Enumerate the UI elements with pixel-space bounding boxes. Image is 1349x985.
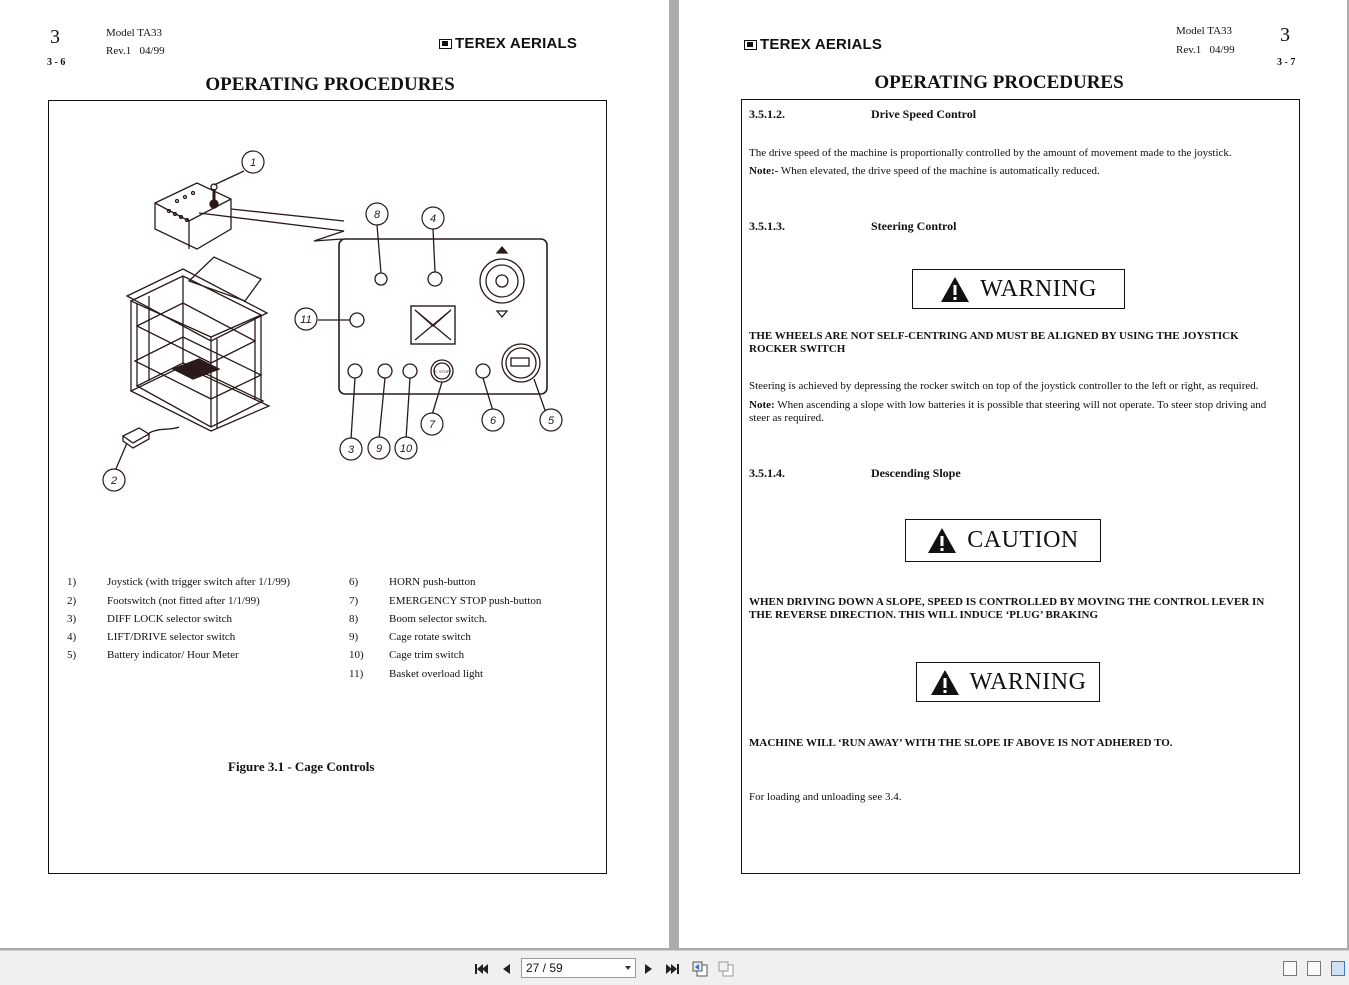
two-page-view-icon[interactable] — [1331, 961, 1345, 976]
legend-item: 5) Battery indicator/ Hour Meter — [67, 649, 239, 661]
legend-item: 8) Boom selector switch. — [349, 613, 488, 625]
page-title: OPERATING PROCEDURES — [874, 72, 1124, 93]
section-title: Steering Control — [871, 219, 957, 233]
callout-1: 1 — [249, 157, 257, 169]
revision-date: 04/99 — [139, 45, 165, 57]
first-page-icon — [474, 963, 488, 975]
warning-sign: WARNING — [912, 269, 1125, 309]
next-page-button[interactable] — [641, 960, 657, 978]
page-number: 3 - 6 — [47, 57, 66, 68]
last-page-icon — [666, 963, 680, 975]
callout-4: 4 — [429, 213, 437, 225]
paragraph: For loading and unloading see 3.4. — [749, 791, 902, 803]
terex-logo-icon — [744, 40, 757, 50]
cage-controls-diagram — [49, 101, 608, 541]
chevron-down-icon[interactable] — [625, 966, 631, 970]
warning-text: MACHINE WILL ‘RUN AWAY’ WITH THE SLOPE IF ABOVE IS NOT ADHERED TO. — [749, 737, 1173, 749]
terex-logo — [744, 36, 882, 53]
paragraph: Steering is achieved by depressing the rocker switch on top of the joystick controller to the left or right, as required. — [749, 380, 1259, 392]
previous-page-button[interactable] — [498, 960, 514, 978]
section-number: 3.5.1.2. — [749, 107, 785, 121]
callout-8: 8 — [373, 209, 381, 221]
callout-2: 2 — [110, 475, 118, 487]
terex-logo — [439, 35, 577, 52]
estop-label: E. STOP — [434, 369, 450, 374]
terex-logo-icon — [439, 39, 452, 49]
previous-page-icon — [501, 963, 511, 975]
revision-label — [106, 45, 165, 57]
next-page-icon — [644, 963, 654, 975]
revision-label — [1176, 44, 1235, 56]
callout-5: 5 — [547, 415, 555, 427]
callout-7: 7 — [428, 419, 436, 431]
caution-text: WHEN DRIVING DOWN A SLOPE, SPEED IS CONTROLLED BY MOVING THE CONTROL LEVER IN THE REVERSE DIRECTION. THIS WILL INDUCE ‘PLUG’ BRAKING — [749, 596, 1265, 621]
callout-6: 6 — [489, 415, 497, 427]
note: Note: When ascending a slope with low batteries it is possible that steering will not operate. To steer stop driving and steer as required. — [749, 399, 1267, 424]
callout-11: 11 — [300, 314, 312, 326]
warning-triangle-icon — [940, 276, 970, 303]
section-title: Descending Slope — [871, 466, 961, 480]
figure-frame — [48, 100, 607, 874]
callout-10: 10 — [399, 443, 413, 455]
callout-3: 3 — [347, 444, 355, 456]
caution-sign: CAUTION — [905, 519, 1101, 562]
legend-item: 10) Cage trim switch — [349, 649, 465, 661]
revision: Rev.1 — [1176, 44, 1202, 56]
forward-view-button[interactable] — [718, 960, 734, 978]
forward-view-icon — [718, 961, 734, 977]
viewer-toolbar — [0, 950, 1349, 985]
last-page-button[interactable] — [665, 960, 681, 978]
callout-9: 9 — [375, 443, 383, 455]
chapter-number: 3 — [1280, 24, 1290, 46]
legend-item: 11) Basket overload light — [349, 668, 484, 680]
paragraph: The drive speed of the machine is proportionally controlled by the amount of movement made to the joystick. — [749, 147, 1232, 159]
back-view-icon — [692, 961, 708, 977]
legend-item: 9) Cage rotate switch — [349, 631, 471, 643]
continuous-view-icon[interactable] — [1307, 961, 1321, 976]
legend-item: 7) EMERGENCY STOP push-button — [349, 595, 542, 607]
logo-text: TEREX AERIALS — [760, 36, 883, 53]
revision-date: 04/99 — [1209, 44, 1235, 56]
first-page-button[interactable] — [473, 960, 489, 978]
back-view-button[interactable] — [692, 960, 708, 978]
section-number: 3.5.1.4. — [749, 466, 785, 480]
page-indicator: 27 / 59 — [526, 961, 563, 975]
page-title: OPERATING PROCEDURES — [205, 74, 455, 95]
legend-item: 6) HORN push-button — [349, 576, 476, 588]
warning-triangle-icon — [930, 669, 960, 696]
content-frame — [741, 99, 1300, 874]
section-number: 3.5.1.3. — [749, 219, 785, 233]
legend-item: 1) Joystick (with trigger switch after 1/1/99) — [67, 576, 290, 588]
chapter-number: 3 — [50, 26, 60, 48]
revision: Rev.1 — [106, 45, 132, 57]
warning-triangle-icon — [927, 527, 957, 554]
single-page-view-icon[interactable] — [1283, 961, 1297, 976]
legend-item: 2) Footswitch (not fitted after 1/1/99) — [67, 595, 260, 607]
legend-item: 4) LIFT/DRIVE selector switch — [67, 631, 236, 643]
page-left — [0, 0, 669, 948]
model-label: Model TA33 — [1176, 25, 1233, 37]
logo-text: TEREX AERIALS — [455, 35, 578, 52]
legend-item: 3) DIFF LOCK selector switch — [67, 613, 232, 625]
figure-caption: Figure 3.1 - Cage Controls — [228, 759, 375, 774]
page-right — [679, 0, 1347, 948]
model-label: Model TA33 — [106, 27, 163, 39]
page-number-input[interactable] — [521, 958, 636, 978]
section-title: Drive Speed Control — [871, 107, 977, 121]
warning-text: THE WHEELS ARE NOT SELF-CENTRING AND MUST BE ALIGNED BY USING THE JOYSTICK ROCKER SWITCH — [749, 330, 1239, 355]
warning-sign: WARNING — [916, 662, 1100, 702]
page-number: 3 - 7 — [1277, 57, 1296, 68]
note: Note:- When elevated, the drive speed of the machine is automatically reduced. — [749, 165, 1100, 177]
